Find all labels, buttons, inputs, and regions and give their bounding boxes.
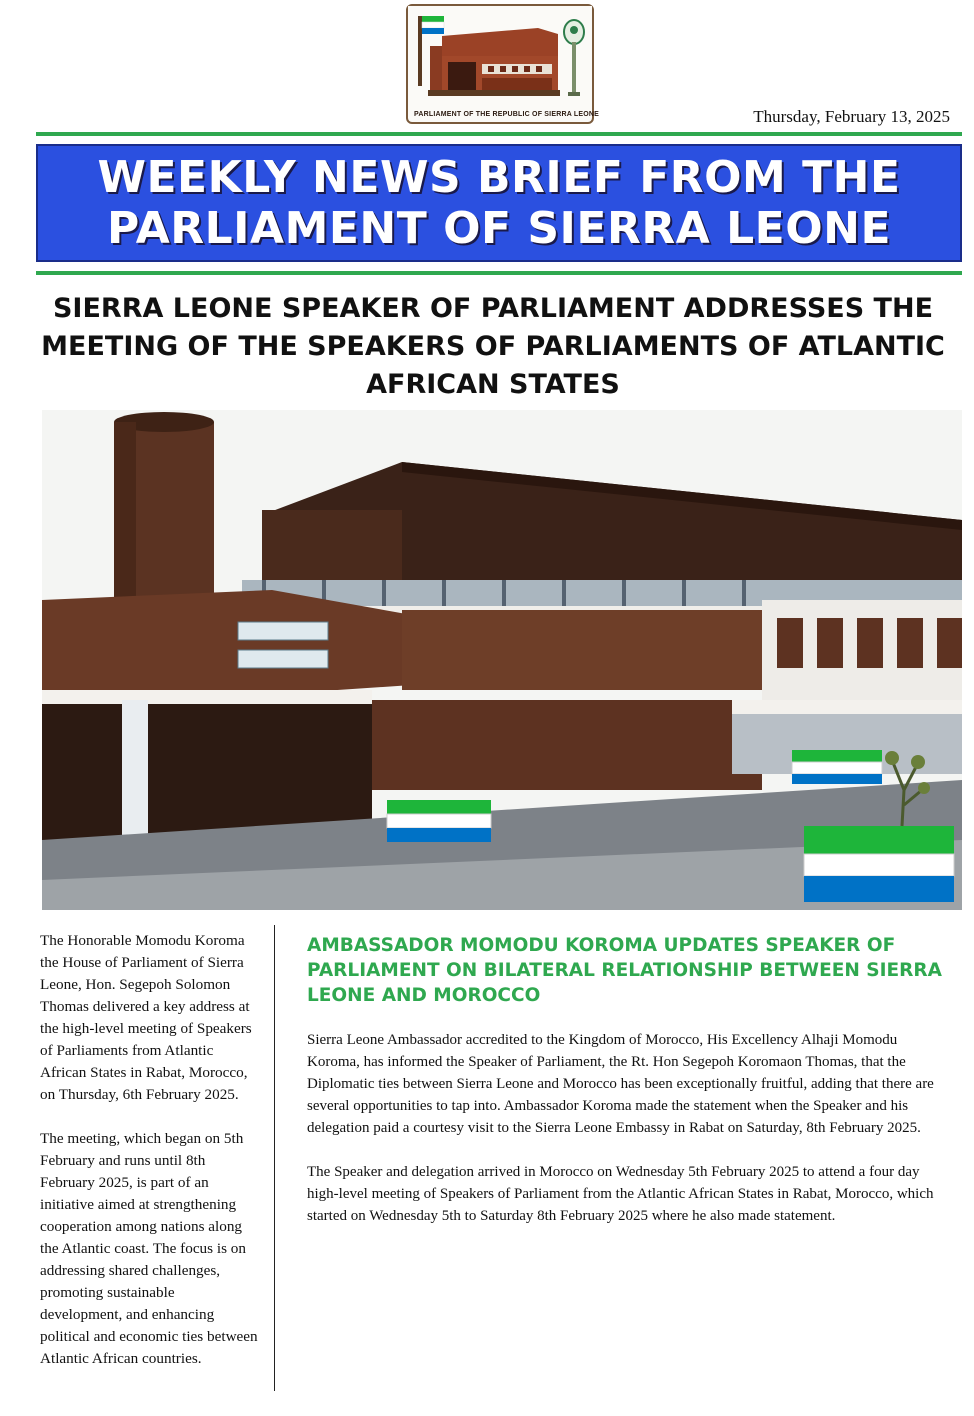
newsletter-title: [97, 152, 900, 254]
second-paragraph-2: The Speaker and delegation arrived in Morocco on Wednesday 5th February 2025 to attend a four day high-level meeting of Speakers of Parliament from the Atlantic African States in Rabat, Morocco, which started on Wednesday 5th to Saturday 8th February 2025 where he also made statement.: [307, 1164, 934, 1224]
bottom-green-rule: [36, 271, 962, 275]
newsletter-banner: [36, 144, 962, 262]
second-paragraph-1: Sierra Leone Ambassador accredited to the Kingdom of Morocco, His Excellency Alhaji Momodu Koroma, has informed the Speaker of Parliament, the Rt. Hon Segepoh Koromaon Thomas, that the Diplomatic ties between Sierra Leone and Morocco has been exceptionally fruitful, adding that there are several opportunities to tap into. Ambassador Koroma made the statement when the Speaker and his delegation paid a courtesy visit to the Sierra Leone Embassy in Rabat on Saturday, 8th February 2025.: [307, 1032, 934, 1136]
title-line-1: WEEKLY NEWS BRIEF FROM THE: [97, 152, 901, 203]
second-story-headline: AMBASSADOR MOMODU KOROMA UPDATES SPEAKER OF PARLIAMENT ON BILATERAL RELATIONSHIP BETWEEN SIERRA LEONE AND MOROCCO: [307, 935, 942, 1006]
top-green-rule: [36, 132, 962, 136]
lead-headline: SIERRA LEONE SPEAKER OF PARLIAMENT ADDRESSES THE MEETING OF THE SPEAKERS OF PARLIAMENTS OF ATLANTIC AFRICAN STATES: [41, 293, 945, 400]
logo-caption: PARLIAMENT OF THE REPUBLIC OF SIERRA LEONE: [414, 111, 599, 118]
parliament-logo: [406, 4, 599, 124]
title-line-2: PARLIAMENT OF SIERRA LEONE: [106, 203, 891, 254]
lead-paragraph-2: The meeting, which began on 5th February and runs until 8th February 2025, is part of an initiative aimed at strengthening cooperation among nations along the Atlantic coast. The focus is on addressing shared challenges, promoting sustainable development, and enhancing political and economic ties between Atlantic African countries.: [40, 1130, 258, 1367]
issue-date: Thursday, February 13, 2025: [753, 107, 950, 126]
parliament-emblem-icon: [408, 6, 592, 106]
lead-paragraph-1: The Honorable Momodu Koroma the House of Parliament of Sierra Leone, Hon. Segepoh Solomon Thomas delivered a key address at the high-level meeting of Speakers of Parliaments from Atlantic African States in Rabat, Morocco, on Thursday, 6th February 2025.: [40, 932, 252, 1103]
parliament-building-photo: [42, 410, 962, 910]
lead-story-body: [40, 930, 260, 1392]
second-story-body: [307, 1029, 947, 1249]
column-divider: [274, 925, 275, 1391]
